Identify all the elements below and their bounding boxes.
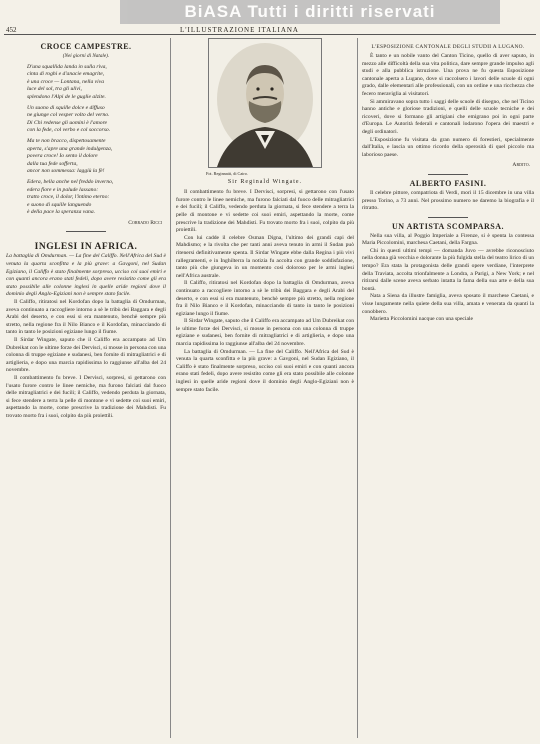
article-paragraph: Il Sirdar Wingate, saputo che il Califfo era accampato ad Um Dubreikat con le ultime forze dei Dervisci, si mosse in persona con una colonna di truppe egiziane e sudanesi, ben fornite di mitragliatrici e di artiglieria, e dopo una marcia rapidissima lo raggiunse all'alba del 24 novembre. bbox=[176, 318, 354, 348]
article-paragraph: La battaglia di Omdurman. — La fine del Califfo. Nell'Africa del Sud è venuta la quarta sconfitta e la più grave: a Gavgoni, nel Sudan Egiziano, il Califfo è stato finalmente sorpreso, ucciso coi suoi emiri e con quanti ancora erano stati fedeli, dopo avere resistito come gli era stato possibile alle colonne inglesi in quelle aride regioni dove il dominio degli Anglo-Egiziani non è sempre stato facile. bbox=[176, 348, 354, 393]
article-paragraph: Il combattimento fu breve. I Dervisci, sorpresi, si gettarono con l'usato furore contro le linee nemiche, ma furono falciati dal fuoco delle mitragliatrici e dei fucili; il Califfo, vedendo perduta la giornata, si fece stendere a terra la pelle di montone e vi sedette coi suoi emiri, aspettando la morte, come prescrive la tradizione dei Mahdisti. Fu trovato morto fra i suoi, colpito da più proiettili. bbox=[176, 189, 354, 234]
article-title: INGLESI IN AFRICA. bbox=[34, 242, 138, 253]
poem-line: è una croce — Lontana, nella viva bbox=[27, 78, 105, 85]
poem-line: luce del sol, tra gli ulivi, bbox=[27, 86, 82, 93]
article-continuation bbox=[176, 189, 354, 394]
poem-stanza bbox=[27, 105, 145, 135]
artist-paragraph: Nella sua villa, al Poggio Imperiale a Firenze, si è spenta la contessa Maria Piccolomini, marchesa Caetani, della Fargna. bbox=[362, 232, 534, 247]
poem-body bbox=[27, 64, 145, 217]
column-divider bbox=[357, 38, 358, 738]
article-paragraph: Con lui cadde il celebre Osman Digna, l'ultimo dei grandi capi del Mahdismo; e la rivolta che per tanti anni aveva tenuto in armi il Sudan può ritenersi definitivamente spenta. Il Sirdar Wingate ebbe dalla Regina i più vivi rallegramenti, e in Inghilterra la notizia fu accolta con grande soddisfazione, tanto più che giungeva in un momento così doloroso per le armi inglesi nell'Africa australe. bbox=[176, 234, 354, 279]
poem-line: Ma te non bracco, dispettosamente bbox=[27, 137, 106, 144]
article-paragraph: La battaglia di Omdurman. — La fine del Califfo. Nell'Africa del Sud è venuta la quarta sconfitta e la più grave: a Gavgoni, nel Sudan Egiziano, il Califfo è stato finalmente sorpreso, ucciso coi suoi emiri e con quanti ancora erano stati fedeli, dopo avere resistito come gli era stato possibile alle colonne inglesi in quelle aride regioni dove il dominio degli Anglo-Egiziani non è sempre stato facile. bbox=[6, 253, 166, 298]
section-divider bbox=[428, 174, 468, 175]
lugano-signature: Ardito. bbox=[512, 162, 530, 169]
article-paragraph: Il combattimento fu breve. I Dervisci, sorpresi, si gettarono con l'usato furore contro le linee nemiche, ma furono falciati dal fuoco delle mitragliatrici e dei fucili; il Califfo, vedendo perduta la giornata, si fece stendere a terra la pelle di montone e vi sedette coi suoi emiri, aspettando la morte, come prescrive la tradizione dei Mahdisti. Fu trovato morto fra i suoi, colpito da più proiettili. bbox=[6, 374, 166, 419]
poem-line: povera croce! Io sento il dolore bbox=[27, 153, 98, 160]
lugano-paragraph: Si ammiravano sopra tutto i saggi delle scuole di disegno, che nel Ticino hanno antiche e gloriose tradizioni, e quelli delle scuole tecniche e dei ricoveri, dove si formano gli artigiani che emigrano poi in ogni parte d'Europa. Le Autorità federali e cantonali lodarono l'opera dei maestri e degli ordinatori. bbox=[362, 98, 534, 135]
artist-paragraph: Chi in questi ultimi tempi — domanda Juvo — avrebbe riconosciuto nella donna già vecchia e dolorante la più fulgida stella del teatro lirico di un tempo? Era stata la protagonista delle grandi opere verdiane, l'interprete della Traviata, accolta trionfalmente a Londra, a Parigi, a New York; e nel ritirarsi dalle scene aveva serbato intatta la fama della sua arte e della sua bontà. bbox=[362, 247, 534, 292]
poem-title: CROCE CAMPESTRE. bbox=[40, 42, 132, 51]
portrait-image bbox=[208, 38, 322, 168]
portrait-credit: Fot. Reginnatti, di Cairo. bbox=[206, 171, 248, 176]
page-header bbox=[0, 0, 540, 34]
artist-paragraph: Nata a Siena da illustre famiglia, aveva sposato il marchese Caetani, e visse lungamente nella quiete della sua villa, amata e venerata da quanti la conobbero. bbox=[362, 293, 534, 315]
watermark-banner: BiASA Tutti i diritti riservati bbox=[120, 0, 500, 24]
lugano-title: L'ESPOSIZIONE CANTONALE DEGLI STUDII A LUGANO. bbox=[371, 44, 525, 50]
left-column bbox=[6, 38, 166, 738]
article-paragraph: Il Sirdar Wingate, saputo che il Califfo era accampato ad Um Dubreikat con le ultime forze dei Dervisci, si mosse in persona con una colonna di truppe egiziane e sudanesi, ben fornite di mitragliatrici e di artiglieria, e dopo una marcia rapidissima lo raggiunse all'alba del 24 novembre. bbox=[6, 337, 166, 374]
poem-line: Edera, bella anche nel freddo inverno, bbox=[27, 178, 114, 185]
poem-line: edera fiore e in palude lassano: bbox=[27, 186, 99, 193]
poem-author: Corrado Ricci bbox=[128, 219, 162, 226]
poem-stanza bbox=[27, 64, 145, 102]
section-divider bbox=[66, 231, 106, 232]
article-paragraph: Il Califfo, ritiratosi nel Kordofan dopo la battaglia di Omdurman, aveva continuato a raccogliere intorno a sè le tribù dei Baggara e degli Arabi del deserto, e con essi si era mantenuto, benchè sempre più stretto, nella regione fra il Nilo Bianco e il Kordofan, minacciando di tanto in tanto le posizioni egiziane lungo il fiume. bbox=[176, 280, 354, 317]
lugano-paragraph: È tanto e un nobile vanto del Canton Ticino, quello di aver saputo, in mezzo alle difficoltà della sua vita politica, dare sempre grande impulso agli studi e alla pubblica istruzione. Una prova ne fu questa Esposizione cantonale aperta a Lugano, dove si raccolsero i lavori delle scuole di ogni grado, dalle elementari alle professionali, con un ordine e una ricchezza che fecero meraviglia ai visitatori. bbox=[362, 53, 534, 97]
poem-stanza bbox=[27, 179, 145, 217]
artist-title: UN ARTISTA SCOMPARSA. bbox=[392, 221, 504, 231]
middle-column bbox=[176, 38, 354, 738]
poem-line: cinta di roghi e d'anacie emagrite, bbox=[27, 71, 105, 78]
poem-line: dalla tua fede sofferta, bbox=[27, 160, 78, 167]
poem-line: tratto croce, il dolor, l'intimo eterno: bbox=[27, 194, 110, 201]
poem-line: è della pace la speranza vana. bbox=[27, 209, 96, 216]
poem-line: splendono l'Alpi de le guglie alzite. bbox=[27, 93, 106, 100]
artist-paragraph: Marietta Piccolomini nacque con una speciale bbox=[370, 316, 473, 323]
poem-line: con la fede, col verbo e col soccorso. bbox=[27, 127, 111, 134]
obituary-title: ALBERTO FASINI. bbox=[409, 178, 487, 188]
right-column bbox=[362, 38, 534, 738]
article-paragraph: Il Califfo, ritiratosi nel Kordofan dopo la battaglia di Omdurman, aveva continuato a raccogliere intorno a sè le tribù dei Baggara e degli Arabi del deserto, e con essi si era mantenuto, benchè sempre più stretto, nella regione fra il Nilo Bianco e il Kordofan, minacciando di tanto in tanto le posizioni egiziane lungo il fiume. bbox=[6, 299, 166, 336]
section-divider bbox=[428, 217, 468, 218]
running-head: L'ILLUSTRAZIONE ITALIANA bbox=[180, 26, 299, 34]
poem-line: aperta, s'apre una grande indulgenza, bbox=[27, 145, 113, 152]
poem-line: Di Chi redense gli uomini è l'amore bbox=[27, 119, 108, 126]
poem-line: ne giunge col vesper volto del verno. bbox=[27, 112, 110, 119]
lugano-paragraph: L'Esposizione fu visitata da gran numero di forestieri, specialmente dall'Italia, e lascia un ottimo ricordo della operosità di quel piccolo ma laborioso paese. bbox=[362, 136, 534, 158]
header-rule bbox=[4, 34, 536, 35]
column-divider bbox=[170, 38, 171, 738]
portrait-caption: Sir Reginald Wingate. bbox=[227, 178, 303, 185]
obituary-paragraph: Il celebre pittore, compatriota di Verdi, morì il 15 dicembre in una villa presso Torino, a 73 anni. Nel prossimo numero ne daremo la biografia e il ritratto. bbox=[362, 189, 534, 212]
poem-stanza bbox=[27, 138, 145, 176]
page-number: 452 bbox=[6, 26, 17, 34]
portrait-illustration bbox=[209, 39, 321, 167]
poem-subtitle: (Nei giorni di Natale). bbox=[62, 53, 110, 59]
poem-line: Un suono di squille dolce e diffuso bbox=[27, 104, 105, 111]
poem-line: D'una squallida landa in sulla riva, bbox=[27, 63, 107, 70]
poem-line: ancor non sommessa: laggiù la fè! bbox=[27, 168, 105, 175]
poem-line: e suono di squille languendo bbox=[27, 201, 92, 208]
